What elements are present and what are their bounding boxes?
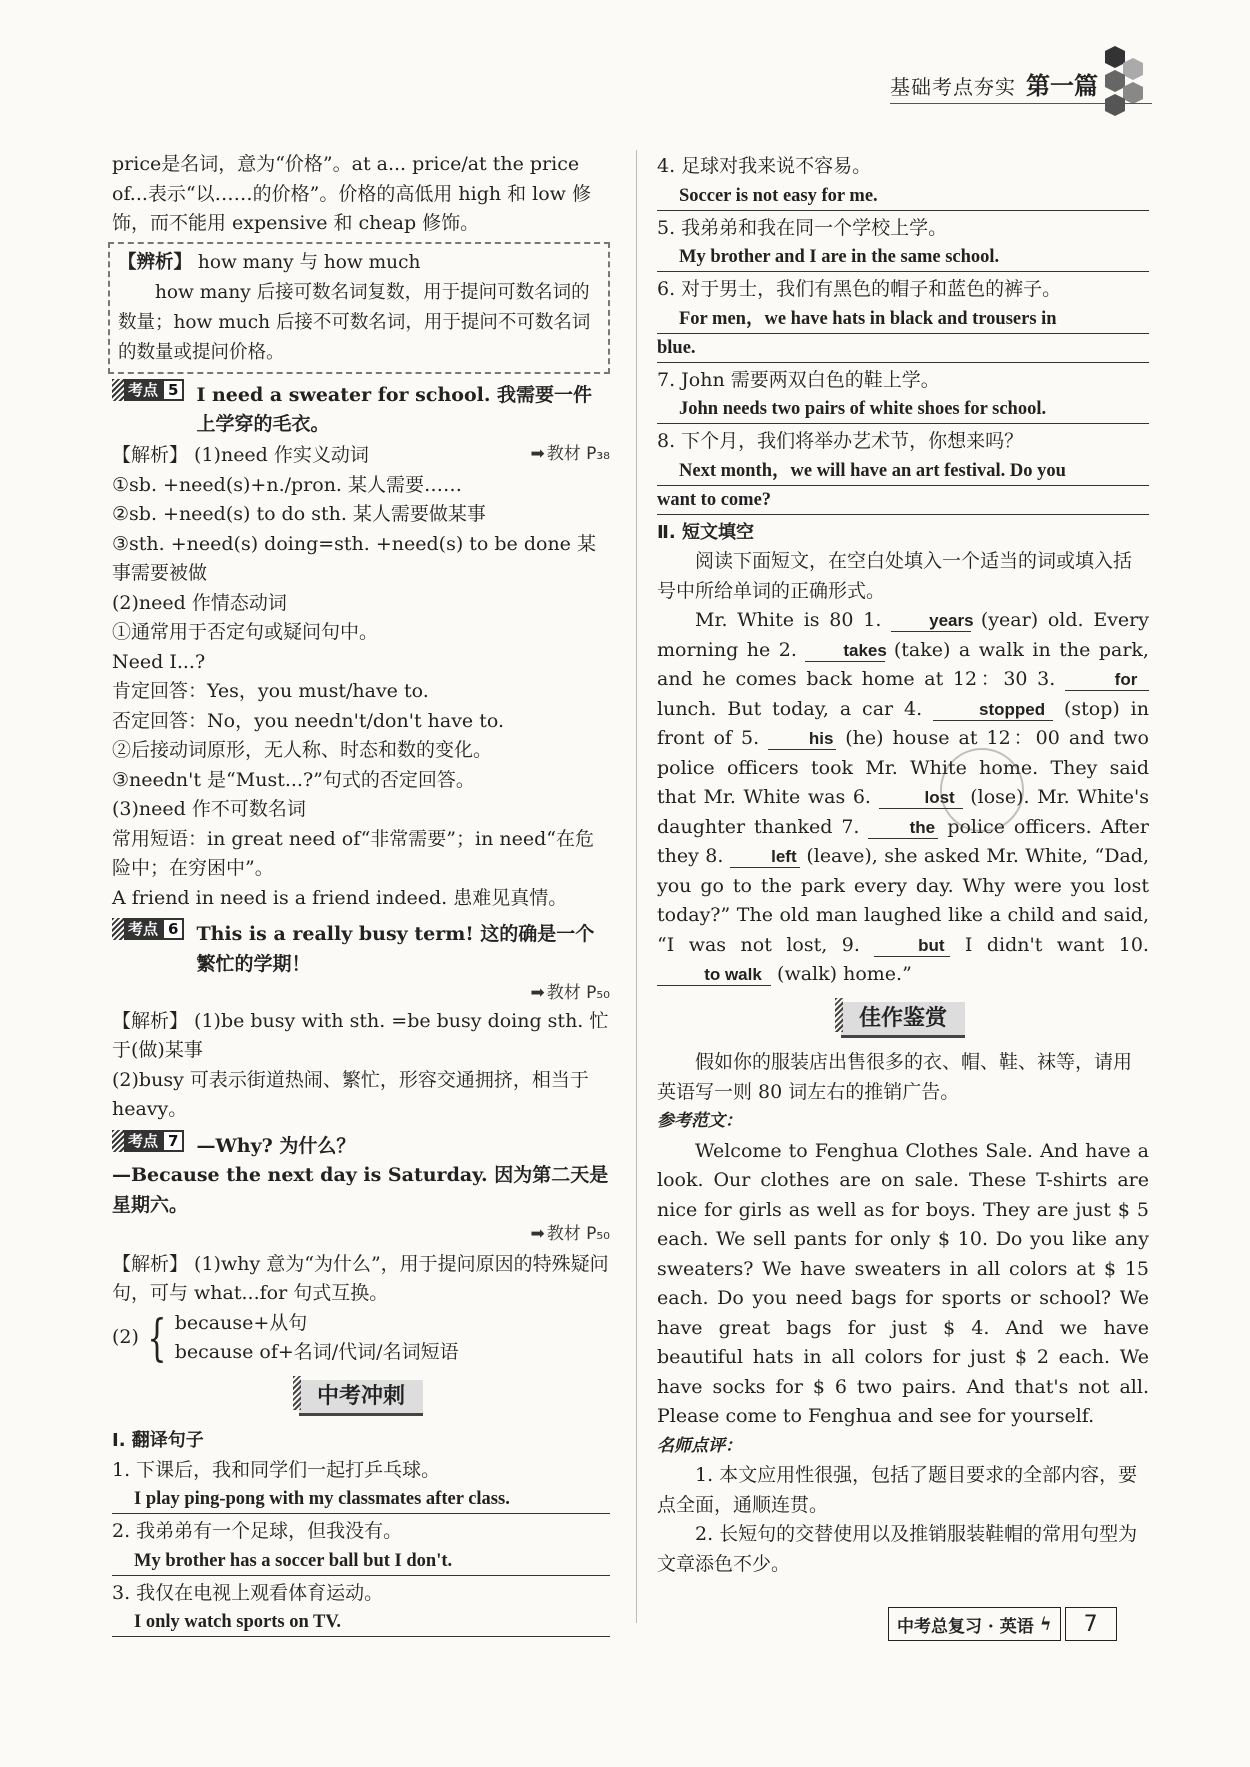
part2-title: Ⅱ. 短文填空	[657, 521, 754, 543]
translate-question: 5. 我弟弟和我在同一个学校上学。	[657, 216, 948, 239]
kd5-line: 【解析】 (1)need 作实义动词	[112, 444, 369, 466]
arrow-right-icon: ➡	[530, 443, 545, 464]
page-number: 7	[1065, 1607, 1117, 1641]
section-banner: 佳作鉴赏	[841, 1002, 965, 1039]
right-column	[657, 152, 1149, 1579]
brace-icon: {	[147, 1309, 167, 1367]
part2-intro: 阅读下面短文，在空白处填入一个适当的词或填入括号中所给单词的正确形式。	[657, 550, 1133, 602]
textbook-ref-text: 教材 P₃₈	[546, 443, 610, 464]
kaodian-7-heading	[112, 1130, 610, 1162]
kd5-line: (3)need 作不可数名词	[112, 798, 306, 820]
section-banner: 中考冲刺	[299, 1380, 423, 1417]
cloze-blank: his	[768, 729, 836, 750]
kaodian-6-heading	[112, 918, 610, 979]
translate-question: 2. 我弟弟有一个足球，但我没有。	[112, 1520, 403, 1542]
cloze-passage	[657, 606, 1149, 990]
kaodian-number: 7	[162, 1130, 184, 1152]
cloze-blank: to walk	[657, 965, 771, 986]
intro-paragraph: price是名词，意为“价格”。at a... price/at the price of...表示“以……的价格”。价格的高低用 high 和 low 修饰，而不能用 expensive 和 cheap 修饰。	[112, 153, 591, 234]
comment-item: 2. 长短句的交替使用以及推销服装鞋帽的常用句型为文章添色不少。	[657, 1523, 1138, 1575]
book-title-box	[888, 1607, 1061, 1641]
kd5-line: ③sth. +need(s) doing=sth. +need(s) to be done 某事需要被做	[112, 532, 596, 584]
translate-question: 3. 我仅在电视上观看体育运动。	[112, 1581, 384, 1604]
cloze-text: (take) a walk in the park, and he comes back home at 12：30 3.	[657, 638, 1149, 690]
translate-question: 8. 下个月，我们将举办艺术节，你想来吗？	[657, 430, 1024, 452]
hexagon-decoration-icon	[1095, 44, 1155, 124]
textbook-ref	[530, 440, 610, 470]
translate-question: 6. 对于男士，我们有黑色的帽子和蓝色的裤子。	[657, 278, 1062, 300]
arrow-right-icon: ➡	[530, 1224, 545, 1244]
cloze-blank: years	[891, 611, 971, 632]
book-title: 中考总复习 · 英语	[897, 1616, 1034, 1637]
kaodian-number: 5	[162, 379, 184, 401]
kaodian-label: 考点	[124, 918, 162, 940]
kaodian-6-text: This is a really busy term! 这的确是一个繁忙的学期！	[196, 923, 595, 975]
translate-answer: For men，we have hats in black and trousers in	[657, 305, 1149, 334]
translate-question: 1. 下课后，我和同学们一起打乒乓球。	[112, 1458, 441, 1481]
kd5-line: ②sb. +need(s) to do sth. 某人需要做某事	[112, 503, 486, 525]
lightning-icon: ϟ	[1039, 1613, 1052, 1635]
cloze-text: (year) old. Every morning he 2.	[657, 609, 1149, 661]
textbook-ref	[530, 1220, 610, 1250]
cloze-text: (leave), she asked Mr. White, “Dad, you go to the park every day. Why were you lost today?” The old man laughed like a child and said, “I was not lost, 9.	[657, 845, 1149, 956]
bianxi-body: how many 后接可数名词复数，用于提问可数名词的数量；how much 后接不可数名词，用于提问不可数名词的数量或提问价格。	[118, 281, 591, 363]
bianxi-head: 【辨析】	[118, 251, 193, 273]
cloze-text: (he) house at 12：00 and two police officers took Mr. White home. They said that Mr. White was 6.	[657, 727, 1149, 808]
left-column	[112, 150, 610, 1640]
page-header	[890, 66, 1098, 101]
translate-answer: Next month，we will have an art festival. Do you	[657, 457, 1149, 486]
kd6-line: 【解析】 (1)be busy with sth. =be busy doing sth. 忙于(做)某事	[112, 1009, 609, 1061]
sample-label: 参考范文：	[657, 1111, 742, 1131]
kaodian-label: 考点	[124, 1130, 162, 1152]
kaodian-label: 考点	[124, 379, 162, 401]
arrow-right-icon: ➡	[530, 983, 545, 1003]
kd7-line: 【解析】 (1)why 意为“为什么”，用于提问原因的特殊疑问句，可与 what...for 句式互换。	[112, 1252, 609, 1304]
kaodian-5-text: I need a sweater for school. 我需要一件上学穿的毛衣。	[196, 383, 593, 435]
bianxi-box	[108, 242, 610, 374]
textbook-ref-text: 教材 P₅₀	[546, 983, 610, 1003]
cloze-blank: lost	[879, 788, 963, 809]
brace-item: because of+名词/代词/名词短语	[174, 1341, 459, 1363]
writing-task: 假如你的服装店出售很多的衣、帽、鞋、袜等，请用英语写一则 80 词左右的推销广告。	[657, 1051, 1133, 1103]
section-title-jiazuo	[657, 1002, 1149, 1039]
translate-answer-cont: blue.	[657, 334, 1149, 363]
translate-answer: I play ping-pong with my classmates after class.	[112, 1485, 610, 1514]
brace-list	[112, 1309, 459, 1368]
bianxi-title: how many 与 how much	[197, 251, 421, 273]
cloze-blank: takes	[805, 641, 885, 662]
brace-item: because+从句	[174, 1311, 308, 1334]
kd5-line: A friend in need is a friend indeed. 患难见真情。	[112, 886, 568, 909]
textbook-ref-text: 教材 P₅₀	[546, 1224, 610, 1244]
cloze-text: (stop) in front of 5.	[657, 697, 1149, 749]
cloze-text: (walk) home.”	[777, 963, 912, 985]
cloze-blank: left	[730, 847, 800, 868]
cloze-blank: the	[868, 818, 938, 839]
kd6-line: (2)busy 可表示街道热闹、繁忙，形容交通拥挤，相当于 heavy。	[112, 1068, 589, 1120]
kaodian-7-text: —Why? 为什么？	[196, 1134, 356, 1157]
header-rule	[890, 103, 1152, 104]
textbook-ref	[530, 979, 610, 1009]
translate-question: 7. John 需要两双白色的鞋上学。	[657, 368, 940, 391]
header-title: 第一篇	[1026, 71, 1098, 100]
kd5-line: ③needn't 是“Must...?”句式的否定回答。	[112, 768, 475, 791]
page-footer	[888, 1608, 1117, 1640]
column-divider	[636, 150, 637, 1623]
kd5-line: Need I...?	[112, 650, 206, 673]
kd5-line: 否定回答：No，you needn't/don't have to.	[112, 709, 504, 732]
cloze-text: lunch. But today, a car 4.	[657, 697, 923, 720]
cloze-text: Mr. White is 80 1.	[695, 609, 882, 631]
kaodian-5-heading	[112, 379, 610, 440]
part1-title: Ⅰ. 翻译句子	[112, 1430, 204, 1451]
cloze-blank: stopped	[933, 700, 1053, 721]
kd5-line: ①通常用于否定句或疑问句中。	[112, 621, 379, 643]
translate-answer: John needs two pairs of white shoes for school.	[657, 395, 1149, 424]
brace-label: (2)	[112, 1326, 139, 1349]
kd5-line: 常用短语：in great need of“非常需要”；in need“在危险中；在穷困中”。	[112, 827, 594, 879]
header-subtitle: 基础考点夯实	[890, 75, 1016, 99]
cloze-text: I didn't want 10.	[964, 933, 1149, 956]
comment-label: 名师点评：	[657, 1435, 742, 1456]
cloze-text: police officers. After they 8.	[657, 815, 1149, 867]
stamp-mark	[940, 748, 1024, 832]
cloze-blank: for	[1065, 670, 1149, 691]
kaodian-7-line2: —Because the next day is Saturday. 因为第二天是星期六。	[112, 1164, 609, 1216]
kd5-line: ①sb. +need(s)+n./pron. 某人需要……	[112, 473, 463, 496]
translate-answer: Soccer is not easy for me.	[657, 182, 1149, 211]
translate-question: 4. 足球对我来说不容易。	[657, 155, 872, 177]
section-title-zhongkao	[112, 1380, 610, 1417]
comment-item: 1. 本文应用性很强，包括了题目要求的全部内容，要点全面，通顺连贯。	[657, 1464, 1138, 1516]
kd5-line: (2)need 作情态动词	[112, 591, 287, 614]
sample-essay: Welcome to Fenghua Clothes Sale. And have a look. Our clothes are on sale. These T-shirts are nice for girls as well as for boys. They are just $ 5 each. We sell pants for only $ 10. Do you like any sweaters? We have sweaters in all colors at $ 15 each. Do you need bags for sports or school? We have great bags for just $ 4. And we have beautiful hats in all colors for just $ 2 each. We have socks for $ 6 two pairs. And that's not all. Please come to Fenghua and see for yourself.	[657, 1139, 1149, 1427]
translate-answer-cont: want to come?	[657, 486, 1149, 515]
kd5-line: ②后接动词原形，无人称、时态和数的变化。	[112, 739, 493, 761]
translate-answer: My brother has a soccer ball but I don't.	[112, 1547, 610, 1576]
cloze-blank: but	[874, 936, 950, 957]
kaodian-number: 6	[162, 918, 184, 940]
kd5-line: 肯定回答：Yes，you must/have to.	[112, 680, 429, 702]
translate-answer: My brother and I are in the same school.	[657, 243, 1149, 272]
cloze-text: (lose). Mr. White's daughter thanked 7.	[657, 786, 1150, 838]
translate-answer: I only watch sports on TV.	[112, 1608, 610, 1637]
